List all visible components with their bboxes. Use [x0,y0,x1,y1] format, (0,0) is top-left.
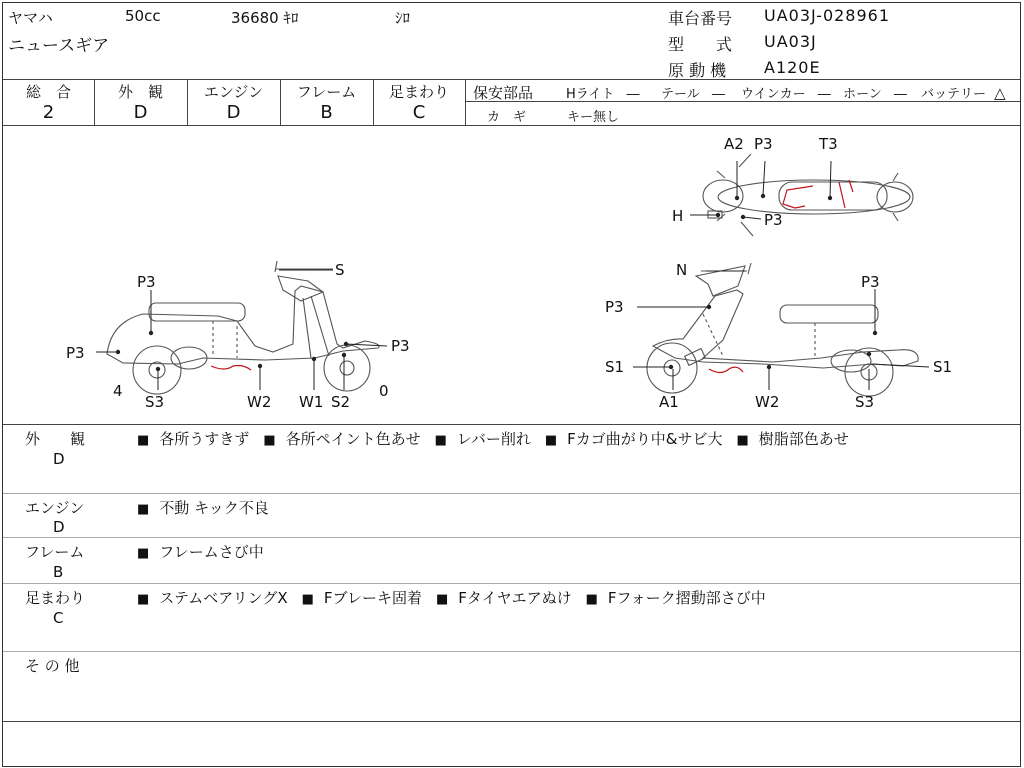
score-value-exterior: D [133,102,148,123]
divider [3,424,1020,425]
inspection-sheet [2,2,1021,767]
score-value-engine: D [226,102,241,123]
label-right-n: N [676,261,688,279]
score-label-suspension: 足まわり [388,83,449,101]
top-view-scooter [703,154,913,236]
divider [465,79,466,125]
label-top-p3: P3 [754,135,773,153]
label-right-p3-seat: P3 [861,273,880,291]
score-value-total: 2 [42,102,55,123]
label-right-s1-front: S1 [605,358,625,376]
label-right-a1: A1 [659,393,679,411]
body-color: ｼﾛ [395,9,411,27]
score-label-frame: フレーム [296,83,357,101]
remark-label-engine: エンジン [25,499,85,517]
label-top-a2: A2 [724,135,744,153]
remark-items-suspension: ■ ステムベアリングX■ Fブレーキ固着■ Fタイヤエアぬけ■ Fフォーク摺動部さび中 [137,587,780,608]
label-left-s2: S2 [331,393,351,411]
label-right-s1-rear: S1 [933,358,953,376]
label-left-w2: W2 [247,393,272,411]
type-label: 型 式 [668,35,733,54]
diagram-label-group [66,135,952,411]
safety-item-horn: ホーン ― [843,87,907,102]
maker: ヤマハ [8,9,53,27]
safety-item-tail: テール ― [661,87,725,102]
key-label: カ ギ [487,110,527,125]
label-left-s: S [335,261,345,279]
safety-parts-label: 保安部品 [473,84,534,102]
label-right-w2: W2 [755,393,780,411]
safety-item-winker: ウインカー ― [741,87,831,102]
type-value: UA03J [764,32,817,51]
label-top-h: H [672,207,684,225]
safety-item-battery: バッテリー △ [921,84,1006,102]
remark-items-frame: ■ フレームさび中 [137,541,278,562]
remark-label-other: そ の 他 [25,657,80,675]
label-left-p3-seat: P3 [137,273,156,291]
marker-dots [116,194,877,371]
score-value-suspension: C [412,102,426,123]
mileage: 36680 ｷﾛ [231,9,299,27]
remark-items-engine: ■ 不動 キック不良 [137,497,283,518]
frame-no: UA03J-028961 [764,6,891,25]
remark-label-suspension: 足まわり [25,589,86,607]
score-value-frame: B [320,102,333,123]
label-left-p3-front: P3 [391,337,410,355]
label-left-w1: W1 [299,393,324,411]
engine-label: 原 動 機 [668,61,727,80]
label-top-p3b: P3 [764,211,783,229]
scooter-diagrams [3,126,1020,426]
divider [3,583,1020,584]
divider [3,651,1020,652]
score-label-total: 総 合 [25,83,71,101]
displacement: 50cc [125,7,161,25]
remark-grade-engine: D [53,518,65,536]
divider [3,537,1020,538]
remark-label-exterior: 外 観 [25,430,86,448]
label-left-s3: S3 [145,393,165,411]
divider [3,721,1020,722]
score-label-engine: エンジン [203,83,264,101]
model-name: ニュースギア [8,36,110,56]
label-right-s3: S3 [855,393,875,411]
divider [3,79,1020,80]
label-left-0: 0 [379,382,389,400]
key-value: キー無し [567,110,620,125]
remark-grade-exterior: D [53,450,65,468]
engine-value: A120E [764,58,821,77]
label-right-p3-front: P3 [605,298,624,316]
label-left-p3-rear: P3 [66,344,85,362]
remark-grade-frame: B [53,563,64,581]
damage-marks [211,180,853,373]
remark-items-exterior: ■ 各所うすきず■ 各所ペイント色あせ■ レバー削れ■ Fカゴ曲がり中&サビ大■ 樹脂部色あせ [137,428,863,449]
safety-item-headlight: Hライト ― [566,87,640,102]
label-left-4: 4 [113,382,123,400]
frame-no-label: 車台番号 [668,9,733,28]
remark-label-frame: フレーム [25,543,85,561]
score-label-exterior: 外 観 [117,83,163,101]
label-top-t3: T3 [819,135,838,153]
remark-grade-suspension: C [53,609,64,627]
divider [3,493,1020,494]
